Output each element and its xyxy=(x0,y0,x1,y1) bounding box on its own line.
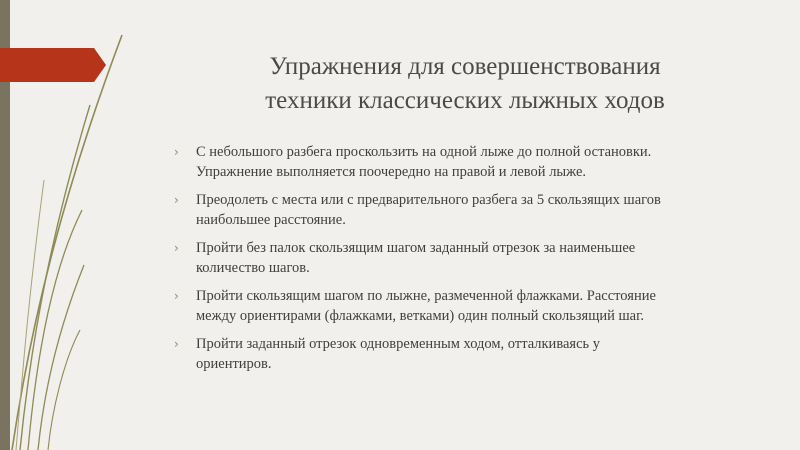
list-item-text: ориентиров. xyxy=(196,356,272,372)
list-item-text: С небольшого разбега проскользить на одной лыже до полной остановки. xyxy=(196,144,652,160)
list-item-text: Пройти без палок скользящим шагом заданный отрезок за наименьшее xyxy=(196,240,636,256)
list-item xyxy=(174,238,754,278)
list-item-text: Преодолеть с места или с предварительного разбега за 5 скользящих шагов xyxy=(196,192,661,208)
title-line: техники классических лыжных ходов xyxy=(265,87,665,114)
list-item xyxy=(174,190,754,230)
chevron-right-icon: › xyxy=(174,145,179,159)
list-item-text: Пройти скользящим шагом по лыжне, размеченной флажками. Расстояние xyxy=(196,288,656,304)
list-item-text: Пройти заданный отрезок одновременным ходом, отталкиваясь у xyxy=(196,336,601,352)
list-item-text: наибольшее расстояние. xyxy=(196,212,346,228)
list-item xyxy=(174,286,754,326)
exercise-list xyxy=(174,142,754,382)
title-accent-tab xyxy=(0,48,106,82)
list-item-text: Упражнение выполняется поочередно на правой и левой лыже. xyxy=(196,164,587,180)
list-item-text: между ориентирами (флажками, ветками) один полный скользящий шаг. xyxy=(196,308,645,324)
chevron-right-icon: › xyxy=(174,289,179,303)
chevron-right-icon: › xyxy=(174,241,179,255)
slide-title xyxy=(150,50,780,118)
title-line: Упражнения для совершенствования xyxy=(269,53,661,80)
chevron-right-icon: › xyxy=(174,337,179,351)
list-item xyxy=(174,334,754,374)
chevron-right-icon: › xyxy=(174,193,179,207)
list-item-text: количество шагов. xyxy=(196,260,310,276)
list-item xyxy=(174,142,754,182)
